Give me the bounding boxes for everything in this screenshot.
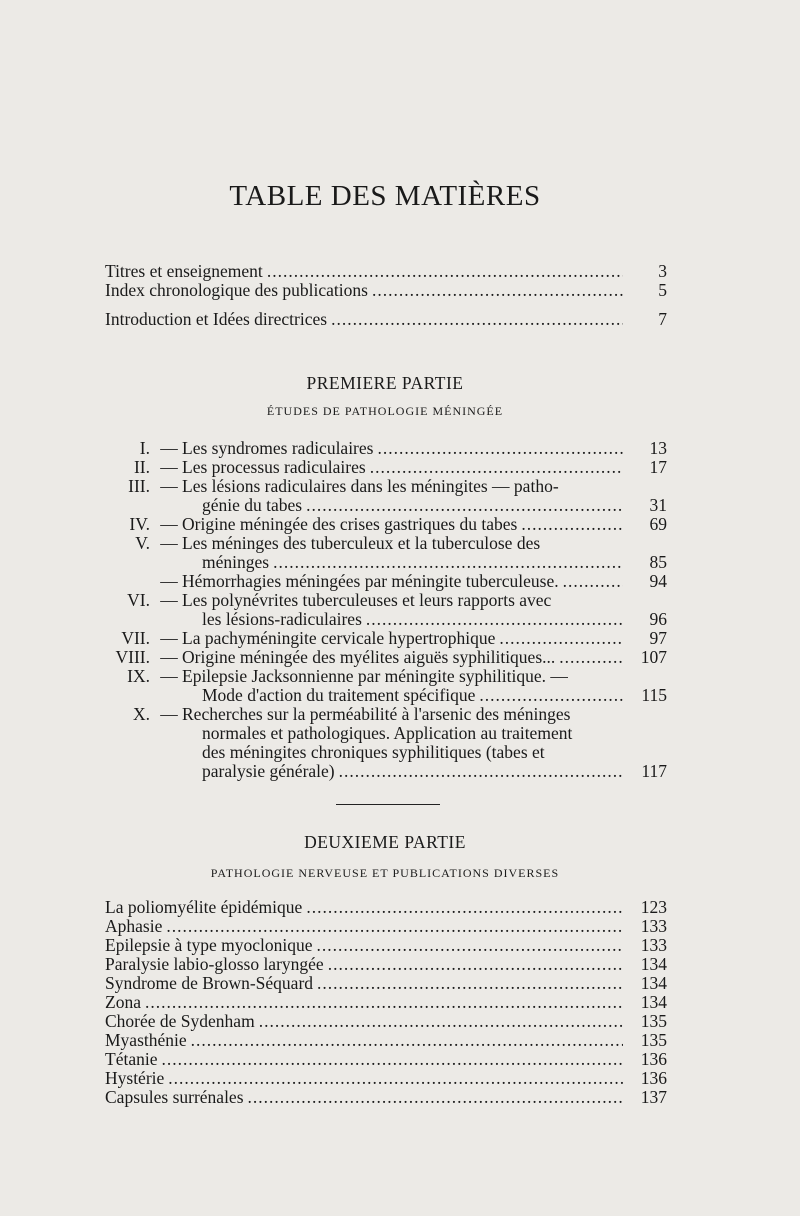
page-number: 13 [649, 438, 667, 458]
chapter-title-line: les lésions-radiculaires [202, 609, 362, 629]
page-number: 85 [649, 552, 667, 572]
dot-leader [248, 1088, 623, 1107]
page-number: 17 [649, 457, 667, 477]
em-dash: — [160, 628, 178, 648]
chapter-entry-continuation [90, 724, 667, 743]
dot-leader [328, 955, 623, 974]
chapter-title-line: Les syndromes radiculaires [182, 438, 374, 458]
entry-label: Introduction et Idées directrices [105, 309, 328, 329]
em-dash: — [160, 647, 178, 667]
chapter-number: IX. [127, 666, 150, 686]
page-number: 96 [649, 609, 667, 629]
dot-leader [559, 648, 623, 667]
chapter-number: V. [135, 533, 150, 553]
toc-entry [105, 936, 667, 955]
dot-leader [145, 993, 623, 1012]
page-number: 133 [640, 916, 667, 936]
entry-label: Index chronologique des publications [105, 280, 368, 300]
chapter-entry-continuation [90, 743, 667, 762]
chapter-entry-continuation [90, 610, 667, 629]
chapter-entry-continuation [90, 496, 667, 515]
entry-label: Zona [105, 992, 141, 1012]
entry-label: Paralysie labio-glosso laryngée [105, 954, 324, 974]
chapter-entry [90, 534, 667, 553]
chapter-number: III. [128, 476, 150, 496]
em-dash: — [160, 704, 178, 724]
intro-list [105, 262, 667, 329]
part1-list [90, 439, 667, 781]
em-dash: — [160, 438, 178, 458]
part2-title: DEUXIEME PARTIE [304, 832, 466, 852]
dot-leader [161, 1050, 623, 1069]
page-number: 117 [641, 761, 667, 781]
page-number: 135 [640, 1030, 667, 1050]
dot-leader [267, 262, 623, 281]
entry-label: La poliomyélite épidémique [105, 897, 303, 917]
dot-leader [331, 310, 623, 329]
toc-entry [105, 1031, 667, 1050]
section-divider [336, 804, 440, 805]
dot-leader [166, 917, 623, 936]
chapter-title-line: Les méninges des tuberculeux et la tuberculose des [182, 533, 541, 553]
page-title: TABLE DES MATIÈRES [229, 180, 541, 212]
dot-leader [306, 898, 623, 917]
page-number: 5 [658, 280, 667, 300]
page-number: 134 [640, 954, 667, 974]
chapter-entry [90, 629, 667, 648]
part2-subtitle: PATHOLOGIE NERVEUSE ET PUBLICATIONS DIVERSES [210, 866, 560, 880]
toc-entry [105, 281, 667, 300]
page-number: 133 [640, 935, 667, 955]
dot-leader [366, 610, 623, 629]
chapter-number: VII. [121, 628, 150, 648]
dot-leader [168, 1069, 623, 1088]
chapter-entry [90, 705, 667, 724]
chapter-number: IV. [129, 514, 150, 534]
em-dash: — [160, 666, 178, 686]
chapter-entry [90, 477, 667, 496]
chapter-title-line: normales et pathologiques. Application au traitement [202, 723, 573, 743]
page-number: 134 [640, 973, 667, 993]
page-number: 107 [640, 647, 667, 667]
chapter-title-line: génie du tabes [202, 495, 303, 515]
page-number: 136 [640, 1068, 667, 1088]
part2-list [105, 898, 667, 1107]
toc-entry [105, 262, 667, 281]
dot-leader [317, 974, 623, 993]
em-dash: — [160, 571, 178, 591]
toc-entry [105, 917, 667, 936]
dot-leader [521, 515, 623, 534]
page-number: 134 [640, 992, 667, 1012]
dot-leader [377, 439, 623, 458]
toc-entry [105, 955, 667, 974]
chapter-entry-continuation [90, 553, 667, 572]
dot-leader [191, 1031, 623, 1050]
dot-leader [259, 1012, 623, 1031]
dot-leader [339, 762, 623, 781]
chapter-title-line: Les lésions radiculaires dans les méningites — patho- [182, 476, 559, 496]
page-number: 31 [649, 495, 667, 515]
chapter-number: X. [132, 704, 150, 724]
chapter-number: I. [139, 438, 150, 458]
chapter-title-line: Origine méningée des myélites aiguës syphilitiques... [182, 647, 556, 667]
page-number: 7 [658, 309, 667, 329]
chapter-title-line: Les polynévrites tuberculeuses et leurs rapports avec [182, 590, 552, 610]
page-number: 135 [640, 1011, 667, 1031]
page-number: 136 [640, 1049, 667, 1069]
chapter-number: II. [133, 457, 150, 477]
chapter-title-line: méninges [202, 552, 270, 572]
em-dash: — [160, 590, 178, 610]
chapter-title-line: Origine méningée des crises gastriques du tabes [182, 514, 518, 534]
em-dash: — [160, 457, 178, 477]
chapter-entry [90, 439, 667, 458]
entry-label: Hystérie [105, 1068, 165, 1088]
chapter-entry [90, 648, 667, 667]
page-number: 69 [649, 514, 667, 534]
chapter-number: VI. [127, 590, 150, 610]
entry-label: Tétanie [105, 1049, 158, 1069]
dot-leader [499, 629, 623, 648]
dot-leader [372, 281, 623, 300]
entry-label: Syndrome de Brown-Séquard [105, 973, 314, 993]
em-dash: — [160, 476, 178, 496]
chapter-title-line: Les processus radiculaires [182, 457, 366, 477]
dot-leader [273, 553, 623, 572]
entry-label: Epilepsie à type myoclonique [105, 935, 313, 955]
toc-entry [105, 1069, 667, 1088]
chapter-entry [90, 515, 667, 534]
chapter-entry [90, 572, 667, 591]
part1-subtitle: ÉTUDES DE PATHOLOGIE MÉNINGÉE [266, 404, 504, 418]
entry-label: Capsules surrénales [105, 1087, 244, 1107]
toc-entry [105, 1050, 667, 1069]
em-dash: — [160, 514, 178, 534]
chapter-title-line: La pachyméningite cervicale hypertrophique [182, 628, 496, 648]
page-number: 137 [640, 1087, 667, 1107]
dot-leader [370, 458, 623, 477]
chapter-title-line: Mode d'action du traitement spécifique [202, 685, 476, 705]
em-dash: — [160, 533, 178, 553]
chapter-entry [90, 591, 667, 610]
toc-entry [105, 1088, 667, 1107]
entry-label: Aphasie [105, 916, 163, 936]
entry-label: Chorée de Sydenham [105, 1011, 255, 1031]
toc-entry [105, 1012, 667, 1031]
page-number: 94 [649, 571, 667, 591]
entry-label: Titres et enseignement [105, 261, 263, 281]
chapter-title-line: paralysie générale) [202, 761, 335, 781]
dot-leader [317, 936, 623, 955]
chapter-entry-continuation [90, 686, 667, 705]
chapter-title-line: Hémorrhagies méningées par méningite tuberculeuse. [182, 571, 559, 591]
dot-leader [479, 686, 623, 705]
chapter-entry-continuation [90, 762, 667, 781]
toc-entry [105, 974, 667, 993]
chapter-title-line: Recherches sur la perméabilité à l'arsenic des méninges [182, 704, 571, 724]
chapter-number: VIII. [115, 647, 150, 667]
chapter-title-line: Epilepsie Jacksonnienne par méningite syphilitique. — [182, 666, 568, 686]
chapter-entry [90, 458, 667, 477]
dot-leader [306, 496, 623, 515]
page-number: 97 [649, 628, 667, 648]
dot-leader [563, 572, 623, 591]
page-number: 115 [641, 685, 667, 705]
part1-title: PREMIERE PARTIE [306, 373, 464, 393]
chapter-title-line: des méningites chroniques syphilitiques (tabes et [202, 742, 545, 762]
entry-label: Myasthénie [105, 1030, 187, 1050]
chapter-entry [90, 667, 667, 686]
toc-entry [105, 310, 667, 329]
toc-entry [105, 993, 667, 1012]
toc-entry [105, 898, 667, 917]
page-number: 3 [658, 261, 667, 281]
page-number: 123 [640, 897, 667, 917]
